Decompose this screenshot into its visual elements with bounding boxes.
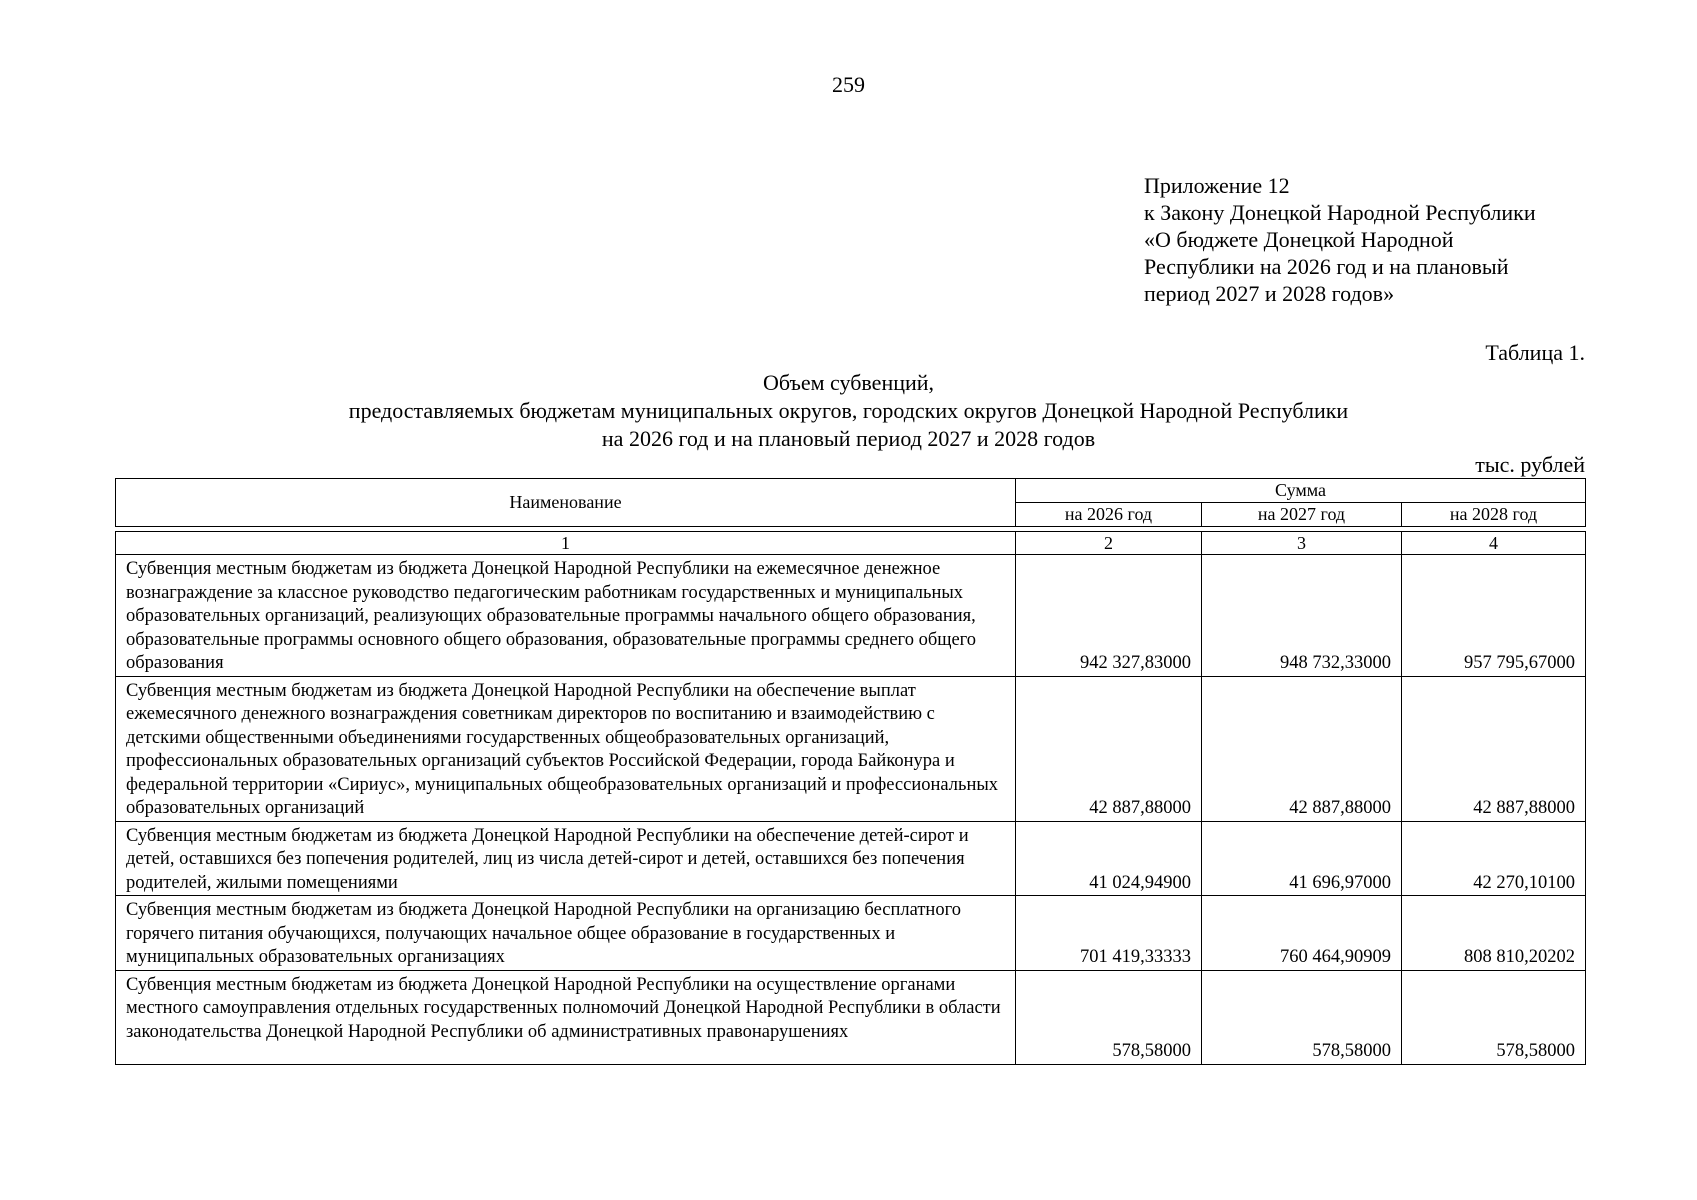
column-number-row xyxy=(116,532,1586,555)
table-row xyxy=(116,970,1586,1064)
row-value-2027: 42 887,88000 xyxy=(1202,676,1402,821)
table-row xyxy=(116,676,1586,821)
column-number: 4 xyxy=(1402,532,1586,555)
column-number: 2 xyxy=(1016,532,1202,555)
header-sum: Сумма xyxy=(1016,479,1586,503)
row-value-2027: 948 732,33000 xyxy=(1202,555,1402,677)
table-row xyxy=(116,821,1586,896)
appendix-note xyxy=(1144,172,1664,307)
appendix-line: Приложение 12 xyxy=(1144,173,1290,198)
column-number: 1 xyxy=(116,532,1016,555)
table-label: Таблица 1. xyxy=(1485,340,1585,365)
appendix-line: к Закону Донецкой Народной Республики xyxy=(1144,200,1536,225)
row-value-2028: 42 270,10100 xyxy=(1402,821,1586,896)
table-row xyxy=(116,896,1586,971)
row-value-2027: 578,58000 xyxy=(1202,970,1402,1064)
row-value-2027: 41 696,97000 xyxy=(1202,821,1402,896)
row-value-2028: 578,58000 xyxy=(1402,970,1586,1064)
column-number: 3 xyxy=(1202,532,1402,555)
header-name: Наименование xyxy=(116,479,1016,527)
row-value-2027: 760 464,90909 xyxy=(1202,896,1402,971)
header-year-2027: на 2027 год xyxy=(1202,503,1402,527)
row-value-2026: 942 327,83000 xyxy=(1016,555,1202,677)
table-row xyxy=(116,555,1586,677)
title-line: Объем субвенций, xyxy=(762,370,935,395)
units-label: тыс. рублей xyxy=(1475,452,1585,477)
subvention-table xyxy=(115,531,1586,1065)
row-name: Субвенция местным бюджетам из бюджета Донецкой Народной Республики на осуществление органами местного самоуправления отдельных государственных полномочий Донецкой Народной Республики в области законодательства Донецкой Народной Республики об административных правонарушениях xyxy=(116,970,1016,1064)
row-value-2028: 808 810,20202 xyxy=(1402,896,1586,971)
page-number: 259 xyxy=(832,72,865,97)
appendix-line: «О бюджете Донецкой Народной xyxy=(1144,227,1454,252)
row-value-2026: 42 887,88000 xyxy=(1016,676,1202,821)
appendix-line: Республики на 2026 год и на плановый xyxy=(1144,254,1509,279)
row-value-2028: 957 795,67000 xyxy=(1402,555,1586,677)
document-title xyxy=(0,369,1697,453)
row-value-2026: 701 419,33333 xyxy=(1016,896,1202,971)
row-name: Субвенция местным бюджетам из бюджета Донецкой Народной Республики на организацию бесплатного горячего питания обучающихся, получающих начальное общее образование в государственных и муниципальных образовательных организациях xyxy=(116,896,1016,971)
header-year-2026: на 2026 год xyxy=(1016,503,1202,527)
title-line: предоставляемых бюджетам муниципальных округов, городских округов Донецкой Народной Республики xyxy=(348,398,1349,423)
row-value-2028: 42 887,88000 xyxy=(1402,676,1586,821)
header-year-2028: на 2028 год xyxy=(1402,503,1586,527)
row-name: Субвенция местным бюджетам из бюджета Донецкой Народной Республики на ежемесячное денежное вознаграждение за классное руководство педагогическим работникам государственных и муниципальных образовательных организаций, реализующих образовательные программы начального общего образования, образовательные программы основного общего образования, образовательные программы среднего общего образования xyxy=(116,555,1016,677)
appendix-line: период 2027 и 2028 годов» xyxy=(1144,281,1395,306)
title-line: на 2026 год и на плановый период 2027 и 2028 годов xyxy=(601,426,1096,451)
row-value-2026: 578,58000 xyxy=(1016,970,1202,1064)
row-value-2026: 41 024,94900 xyxy=(1016,821,1202,896)
row-name: Субвенция местным бюджетам из бюджета Донецкой Народной Республики на обеспечение выплат ежемесячного денежного вознаграждения советникам директоров по воспитанию и взаимодействию с детскими общественными объединениями государственных общеобразовательных организаций, профессиональных образовательных организаций субъектов Российской Федерации, города Байконура и федеральной территории «Сириус», муниципальных общеобразовательных организаций и профессиональных образовательных организаций xyxy=(116,676,1016,821)
row-name: Субвенция местным бюджетам из бюджета Донецкой Народной Республики на обеспечение детей-сирот и детей, оставшихся без попечения родителей, лиц из числа детей-сирот и детей, оставшихся без попечения родителей, жилыми помещениями xyxy=(116,821,1016,896)
table-header xyxy=(115,478,1586,527)
